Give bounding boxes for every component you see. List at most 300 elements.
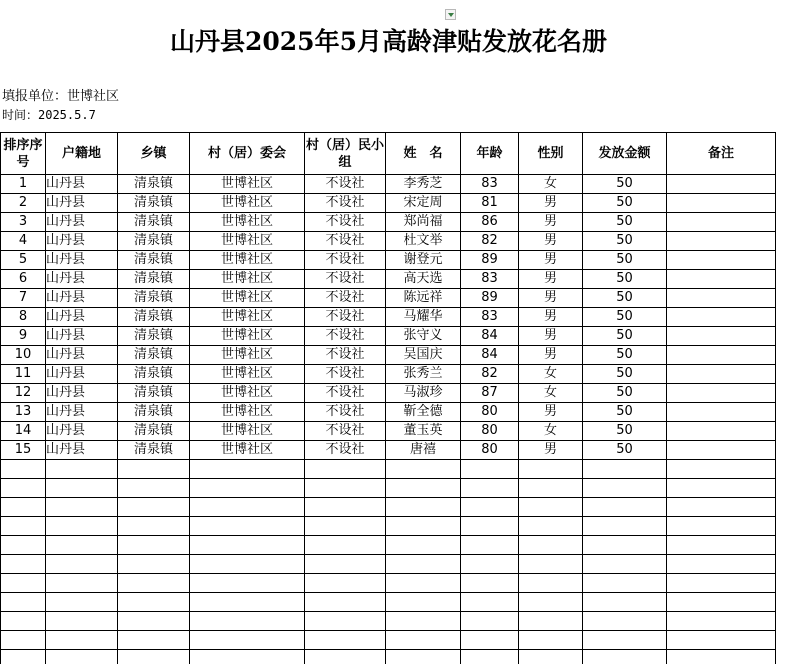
cell-amount[interactable]: 50 bbox=[583, 441, 667, 460]
cell-note[interactable] bbox=[667, 251, 776, 270]
table-row bbox=[1, 403, 776, 422]
empty-cell[interactable] bbox=[118, 631, 190, 650]
cell-name[interactable]: 谢登元 bbox=[386, 251, 461, 270]
cell-town[interactable]: 清泉镇 bbox=[118, 422, 190, 441]
empty-cell[interactable] bbox=[583, 517, 667, 536]
cell-sex[interactable]: 男 bbox=[519, 270, 583, 289]
cell-town[interactable]: 清泉镇 bbox=[118, 365, 190, 384]
cell-note[interactable] bbox=[667, 175, 776, 194]
cell-name[interactable]: 董玉英 bbox=[386, 422, 461, 441]
empty-cell[interactable] bbox=[118, 612, 190, 631]
cell-group[interactable]: 不设社 bbox=[305, 232, 386, 251]
report-date: 时间：2025.5.7 bbox=[2, 108, 96, 122]
cell-committee[interactable]: 世博社区 bbox=[190, 441, 305, 460]
cell-sex[interactable]: 男 bbox=[519, 403, 583, 422]
cell-town[interactable]: 清泉镇 bbox=[118, 270, 190, 289]
cell-home[interactable]: 山丹县 bbox=[46, 422, 118, 441]
empty-cell[interactable] bbox=[46, 517, 118, 536]
empty-row bbox=[1, 593, 776, 612]
cell-name[interactable]: 郑尚福 bbox=[386, 213, 461, 232]
empty-cell[interactable] bbox=[190, 498, 305, 517]
cell-name[interactable]: 陈远祥 bbox=[386, 289, 461, 308]
empty-cell[interactable] bbox=[519, 593, 583, 612]
cell-group[interactable]: 不设社 bbox=[305, 175, 386, 194]
empty-cell[interactable] bbox=[46, 460, 118, 479]
empty-cell[interactable] bbox=[667, 460, 776, 479]
empty-cell[interactable] bbox=[118, 479, 190, 498]
cell-no[interactable]: 10 bbox=[1, 346, 46, 365]
empty-cell[interactable] bbox=[305, 460, 386, 479]
empty-cell[interactable] bbox=[519, 650, 583, 665]
empty-cell[interactable] bbox=[583, 650, 667, 665]
table-row bbox=[1, 327, 776, 346]
cell-no[interactable]: 6 bbox=[1, 270, 46, 289]
cell-committee[interactable]: 世博社区 bbox=[190, 270, 305, 289]
empty-cell[interactable] bbox=[46, 593, 118, 612]
cell-name[interactable]: 杜文举 bbox=[386, 232, 461, 251]
empty-cell[interactable] bbox=[583, 555, 667, 574]
empty-cell[interactable] bbox=[305, 574, 386, 593]
cell-committee[interactable]: 世博社区 bbox=[190, 384, 305, 403]
cell-committee[interactable]: 世博社区 bbox=[190, 175, 305, 194]
table-row bbox=[1, 289, 776, 308]
empty-cell[interactable] bbox=[46, 631, 118, 650]
empty-cell[interactable] bbox=[118, 498, 190, 517]
empty-cell[interactable] bbox=[461, 517, 519, 536]
cell-group[interactable]: 不设社 bbox=[305, 403, 386, 422]
cell-age[interactable]: 80 bbox=[461, 403, 519, 422]
cell-sex[interactable]: 男 bbox=[519, 289, 583, 308]
cell-no[interactable]: 7 bbox=[1, 289, 46, 308]
table-row bbox=[1, 384, 776, 403]
header-row bbox=[1, 133, 776, 175]
cell-sex[interactable]: 男 bbox=[519, 441, 583, 460]
empty-cell[interactable] bbox=[305, 555, 386, 574]
empty-cell[interactable] bbox=[519, 498, 583, 517]
cell-note[interactable] bbox=[667, 289, 776, 308]
empty-cell[interactable] bbox=[305, 517, 386, 536]
empty-cell[interactable] bbox=[583, 460, 667, 479]
cell-committee[interactable]: 世博社区 bbox=[190, 251, 305, 270]
empty-cell[interactable] bbox=[118, 517, 190, 536]
empty-cell[interactable] bbox=[583, 593, 667, 612]
empty-cell[interactable] bbox=[461, 479, 519, 498]
cell-name[interactable]: 张秀兰 bbox=[386, 365, 461, 384]
header-cell-home[interactable]: 户籍地 bbox=[46, 133, 118, 175]
empty-row bbox=[1, 574, 776, 593]
empty-cell[interactable] bbox=[461, 555, 519, 574]
cell-age[interactable]: 82 bbox=[461, 232, 519, 251]
header-cell-sex[interactable]: 性别 bbox=[519, 133, 583, 175]
cell-sex[interactable]: 男 bbox=[519, 308, 583, 327]
empty-row bbox=[1, 498, 776, 517]
cell-group[interactable]: 不设社 bbox=[305, 384, 386, 403]
cell-name[interactable]: 李秀芝 bbox=[386, 175, 461, 194]
cell-group[interactable]: 不设社 bbox=[305, 365, 386, 384]
empty-cell[interactable] bbox=[46, 498, 118, 517]
cell-amount[interactable]: 50 bbox=[583, 327, 667, 346]
empty-row bbox=[1, 555, 776, 574]
empty-cell[interactable] bbox=[386, 479, 461, 498]
cell-group[interactable]: 不设社 bbox=[305, 441, 386, 460]
table-row bbox=[1, 270, 776, 289]
cell-sex[interactable]: 男 bbox=[519, 346, 583, 365]
cell-home[interactable]: 山丹县 bbox=[46, 270, 118, 289]
cell-age[interactable]: 84 bbox=[461, 346, 519, 365]
empty-cell[interactable] bbox=[118, 650, 190, 665]
empty-cell[interactable] bbox=[667, 650, 776, 665]
cell-town[interactable]: 清泉镇 bbox=[118, 384, 190, 403]
cell-home[interactable]: 山丹县 bbox=[46, 251, 118, 270]
cell-amount[interactable]: 50 bbox=[583, 232, 667, 251]
table-row bbox=[1, 346, 776, 365]
empty-cell[interactable] bbox=[386, 460, 461, 479]
empty-cell[interactable] bbox=[190, 650, 305, 665]
empty-cell[interactable] bbox=[461, 498, 519, 517]
cell-home[interactable]: 山丹县 bbox=[46, 175, 118, 194]
cell-no[interactable]: 5 bbox=[1, 251, 46, 270]
cell-town[interactable]: 清泉镇 bbox=[118, 213, 190, 232]
cell-amount[interactable]: 50 bbox=[583, 384, 667, 403]
empty-cell[interactable] bbox=[519, 536, 583, 555]
cell-name[interactable]: 马耀华 bbox=[386, 308, 461, 327]
empty-cell[interactable] bbox=[1, 593, 46, 612]
cell-no[interactable]: 1 bbox=[1, 175, 46, 194]
empty-cell[interactable] bbox=[386, 555, 461, 574]
cell-home[interactable]: 山丹县 bbox=[46, 403, 118, 422]
cell-note[interactable] bbox=[667, 308, 776, 327]
cell-name[interactable]: 宋定周 bbox=[386, 194, 461, 213]
cell-sex[interactable]: 男 bbox=[519, 251, 583, 270]
cell-amount[interactable]: 50 bbox=[583, 422, 667, 441]
empty-cell[interactable] bbox=[46, 479, 118, 498]
cell-age[interactable]: 87 bbox=[461, 384, 519, 403]
cell-note[interactable] bbox=[667, 441, 776, 460]
empty-cell[interactable] bbox=[305, 593, 386, 612]
empty-cell[interactable] bbox=[190, 593, 305, 612]
table-row bbox=[1, 232, 776, 251]
empty-cell[interactable] bbox=[1, 460, 46, 479]
header-cell-age[interactable]: 年龄 bbox=[461, 133, 519, 175]
empty-cell[interactable] bbox=[1, 631, 46, 650]
empty-cell[interactable] bbox=[519, 574, 583, 593]
empty-cell[interactable] bbox=[386, 536, 461, 555]
empty-cell[interactable] bbox=[583, 479, 667, 498]
empty-cell[interactable] bbox=[1, 536, 46, 555]
cell-note[interactable] bbox=[667, 213, 776, 232]
cell-note[interactable] bbox=[667, 384, 776, 403]
empty-cell[interactable] bbox=[667, 517, 776, 536]
cell-group[interactable]: 不设社 bbox=[305, 327, 386, 346]
empty-cell[interactable] bbox=[461, 650, 519, 665]
empty-cell[interactable] bbox=[118, 460, 190, 479]
cell-no[interactable]: 11 bbox=[1, 365, 46, 384]
cell-age[interactable]: 84 bbox=[461, 327, 519, 346]
cell-amount[interactable]: 50 bbox=[583, 403, 667, 422]
cell-committee[interactable]: 世博社区 bbox=[190, 422, 305, 441]
empty-cell[interactable] bbox=[583, 536, 667, 555]
table-row bbox=[1, 194, 776, 213]
empty-cell[interactable] bbox=[46, 612, 118, 631]
cell-group[interactable]: 不设社 bbox=[305, 308, 386, 327]
empty-cell[interactable] bbox=[46, 536, 118, 555]
cell-note[interactable] bbox=[667, 232, 776, 251]
cell-name[interactable]: 吴国庆 bbox=[386, 346, 461, 365]
empty-row bbox=[1, 631, 776, 650]
cell-committee[interactable]: 世博社区 bbox=[190, 289, 305, 308]
table-row bbox=[1, 308, 776, 327]
cell-committee[interactable]: 世博社区 bbox=[190, 194, 305, 213]
cell-no[interactable]: 13 bbox=[1, 403, 46, 422]
empty-cell[interactable] bbox=[1, 479, 46, 498]
sheet-title: 山丹县2025年5月高龄津贴发放花名册 bbox=[170, 27, 607, 56]
cell-home[interactable]: 山丹县 bbox=[46, 365, 118, 384]
cell-age[interactable]: 82 bbox=[461, 365, 519, 384]
cell-note[interactable] bbox=[667, 327, 776, 346]
empty-cell[interactable] bbox=[667, 555, 776, 574]
empty-cell[interactable] bbox=[583, 631, 667, 650]
header-cell-name[interactable]: 姓 名 bbox=[386, 133, 461, 175]
empty-cell[interactable] bbox=[667, 574, 776, 593]
cell-committee[interactable]: 世博社区 bbox=[190, 403, 305, 422]
empty-cell[interactable] bbox=[461, 593, 519, 612]
cell-no[interactable]: 15 bbox=[1, 441, 46, 460]
cell-sex[interactable]: 女 bbox=[519, 175, 583, 194]
cell-sex[interactable]: 男 bbox=[519, 213, 583, 232]
cell-committee[interactable]: 世博社区 bbox=[190, 308, 305, 327]
cell-town[interactable]: 清泉镇 bbox=[118, 175, 190, 194]
cell-town[interactable]: 清泉镇 bbox=[118, 441, 190, 460]
cell-home[interactable]: 山丹县 bbox=[46, 327, 118, 346]
empty-cell[interactable] bbox=[667, 593, 776, 612]
empty-cell[interactable] bbox=[461, 460, 519, 479]
cell-age[interactable]: 89 bbox=[461, 289, 519, 308]
empty-cell[interactable] bbox=[190, 612, 305, 631]
empty-cell[interactable] bbox=[386, 593, 461, 612]
empty-cell[interactable] bbox=[386, 517, 461, 536]
empty-cell[interactable] bbox=[1, 555, 46, 574]
empty-cell[interactable] bbox=[519, 517, 583, 536]
cell-home[interactable]: 山丹县 bbox=[46, 289, 118, 308]
header-cell-note[interactable]: 备注 bbox=[667, 133, 776, 175]
cell-note[interactable] bbox=[667, 422, 776, 441]
cell-town[interactable]: 清泉镇 bbox=[118, 327, 190, 346]
empty-cell[interactable] bbox=[519, 612, 583, 631]
empty-cell[interactable] bbox=[190, 517, 305, 536]
empty-cell[interactable] bbox=[118, 536, 190, 555]
empty-cell[interactable] bbox=[305, 498, 386, 517]
cell-no[interactable]: 9 bbox=[1, 327, 46, 346]
cell-group[interactable]: 不设社 bbox=[305, 194, 386, 213]
table-row bbox=[1, 441, 776, 460]
cell-name[interactable]: 靳全德 bbox=[386, 403, 461, 422]
empty-cell[interactable] bbox=[386, 574, 461, 593]
cell-amount[interactable]: 50 bbox=[583, 289, 667, 308]
cell-age[interactable]: 89 bbox=[461, 251, 519, 270]
table-row bbox=[1, 365, 776, 384]
empty-cell[interactable] bbox=[519, 555, 583, 574]
empty-cell[interactable] bbox=[1, 574, 46, 593]
table-row bbox=[1, 251, 776, 270]
empty-cell[interactable] bbox=[46, 650, 118, 665]
empty-cell[interactable] bbox=[667, 612, 776, 631]
empty-cell[interactable] bbox=[461, 612, 519, 631]
cell-amount[interactable]: 50 bbox=[583, 194, 667, 213]
cell-group[interactable]: 不设社 bbox=[305, 422, 386, 441]
cell-sex[interactable]: 女 bbox=[519, 365, 583, 384]
filter-dropdown-icon[interactable] bbox=[445, 9, 456, 20]
header-cell-amount[interactable]: 发放金额 bbox=[583, 133, 667, 175]
cell-sex[interactable]: 女 bbox=[519, 384, 583, 403]
cell-age[interactable]: 83 bbox=[461, 175, 519, 194]
header-cell-committee[interactable]: 村（居）委会 bbox=[190, 133, 305, 175]
cell-age[interactable]: 83 bbox=[461, 308, 519, 327]
empty-cell[interactable] bbox=[386, 650, 461, 665]
empty-row bbox=[1, 612, 776, 631]
cell-amount[interactable]: 50 bbox=[583, 213, 667, 232]
empty-row bbox=[1, 536, 776, 555]
cell-age[interactable]: 80 bbox=[461, 422, 519, 441]
empty-cell[interactable] bbox=[461, 536, 519, 555]
empty-cell[interactable] bbox=[519, 631, 583, 650]
cell-group[interactable]: 不设社 bbox=[305, 270, 386, 289]
empty-cell[interactable] bbox=[667, 498, 776, 517]
cell-age[interactable]: 80 bbox=[461, 441, 519, 460]
cell-home[interactable]: 山丹县 bbox=[46, 232, 118, 251]
empty-cell[interactable] bbox=[190, 555, 305, 574]
cell-note[interactable] bbox=[667, 346, 776, 365]
empty-cell[interactable] bbox=[190, 536, 305, 555]
cell-name[interactable]: 张守义 bbox=[386, 327, 461, 346]
empty-cell[interactable] bbox=[118, 593, 190, 612]
cell-town[interactable]: 清泉镇 bbox=[118, 289, 190, 308]
cell-group[interactable]: 不设社 bbox=[305, 346, 386, 365]
header-cell-town[interactable]: 乡镇 bbox=[118, 133, 190, 175]
empty-cell[interactable] bbox=[667, 479, 776, 498]
cell-committee[interactable]: 世博社区 bbox=[190, 365, 305, 384]
empty-cell[interactable] bbox=[190, 574, 305, 593]
cell-amount[interactable]: 50 bbox=[583, 251, 667, 270]
empty-cell[interactable] bbox=[118, 555, 190, 574]
cell-home[interactable]: 山丹县 bbox=[46, 441, 118, 460]
cell-home[interactable]: 山丹县 bbox=[46, 346, 118, 365]
cell-name[interactable]: 高天选 bbox=[386, 270, 461, 289]
cell-note[interactable] bbox=[667, 365, 776, 384]
cell-amount[interactable]: 50 bbox=[583, 346, 667, 365]
cell-committee[interactable]: 世博社区 bbox=[190, 327, 305, 346]
empty-cell[interactable] bbox=[46, 574, 118, 593]
empty-cell[interactable] bbox=[190, 460, 305, 479]
cell-age[interactable]: 86 bbox=[461, 213, 519, 232]
cell-committee[interactable]: 世博社区 bbox=[190, 232, 305, 251]
table-row bbox=[1, 422, 776, 441]
cell-sex[interactable]: 男 bbox=[519, 232, 583, 251]
empty-cell[interactable] bbox=[461, 631, 519, 650]
cell-group[interactable]: 不设社 bbox=[305, 251, 386, 270]
empty-cell[interactable] bbox=[386, 631, 461, 650]
cell-no[interactable]: 4 bbox=[1, 232, 46, 251]
empty-cell[interactable] bbox=[461, 574, 519, 593]
cell-no[interactable]: 3 bbox=[1, 213, 46, 232]
empty-cell[interactable] bbox=[305, 650, 386, 665]
cell-town[interactable]: 清泉镇 bbox=[118, 308, 190, 327]
empty-cell[interactable] bbox=[118, 574, 190, 593]
cell-home[interactable]: 山丹县 bbox=[46, 194, 118, 213]
cell-home[interactable]: 山丹县 bbox=[46, 384, 118, 403]
cell-sex[interactable]: 女 bbox=[519, 422, 583, 441]
cell-home[interactable]: 山丹县 bbox=[46, 213, 118, 232]
cell-no[interactable]: 2 bbox=[1, 194, 46, 213]
cell-no[interactable]: 14 bbox=[1, 422, 46, 441]
cell-group[interactable]: 不设社 bbox=[305, 213, 386, 232]
cell-age[interactable]: 83 bbox=[461, 270, 519, 289]
cell-sex[interactable]: 男 bbox=[519, 194, 583, 213]
empty-row bbox=[1, 479, 776, 498]
cell-amount[interactable]: 50 bbox=[583, 175, 667, 194]
empty-cell[interactable] bbox=[46, 555, 118, 574]
empty-cell[interactable] bbox=[667, 631, 776, 650]
cell-committee[interactable]: 世博社区 bbox=[190, 213, 305, 232]
cell-age[interactable]: 81 bbox=[461, 194, 519, 213]
table-row bbox=[1, 175, 776, 194]
empty-cell[interactable] bbox=[386, 612, 461, 631]
cell-home[interactable]: 山丹县 bbox=[46, 308, 118, 327]
cell-amount[interactable]: 50 bbox=[583, 308, 667, 327]
cell-name[interactable]: 马淑珍 bbox=[386, 384, 461, 403]
cell-town[interactable]: 清泉镇 bbox=[118, 232, 190, 251]
empty-cell[interactable] bbox=[190, 479, 305, 498]
header-cell-no[interactable]: 排序序号 bbox=[1, 133, 46, 175]
cell-note[interactable] bbox=[667, 194, 776, 213]
cell-town[interactable]: 清泉镇 bbox=[118, 346, 190, 365]
empty-cell[interactable] bbox=[190, 631, 305, 650]
cell-no[interactable]: 8 bbox=[1, 308, 46, 327]
empty-cell[interactable] bbox=[519, 479, 583, 498]
cell-group[interactable]: 不设社 bbox=[305, 289, 386, 308]
cell-sex[interactable]: 男 bbox=[519, 327, 583, 346]
cell-note[interactable] bbox=[667, 270, 776, 289]
subsidy-roster-table bbox=[0, 132, 776, 664]
cell-amount[interactable]: 50 bbox=[583, 270, 667, 289]
cell-town[interactable]: 清泉镇 bbox=[118, 251, 190, 270]
empty-cell[interactable] bbox=[519, 460, 583, 479]
empty-cell[interactable] bbox=[1, 612, 46, 631]
empty-cell[interactable] bbox=[305, 612, 386, 631]
empty-cell[interactable] bbox=[386, 498, 461, 517]
cell-no[interactable]: 12 bbox=[1, 384, 46, 403]
cell-town[interactable]: 清泉镇 bbox=[118, 194, 190, 213]
empty-row bbox=[1, 517, 776, 536]
cell-note[interactable] bbox=[667, 403, 776, 422]
empty-cell[interactable] bbox=[1, 517, 46, 536]
cell-name[interactable]: 唐禧 bbox=[386, 441, 461, 460]
reporting-unit: 填报单位：世博社区 bbox=[2, 89, 120, 104]
empty-cell[interactable] bbox=[667, 536, 776, 555]
empty-cell[interactable] bbox=[583, 498, 667, 517]
empty-row bbox=[1, 460, 776, 479]
empty-cell[interactable] bbox=[305, 631, 386, 650]
empty-cell[interactable] bbox=[583, 612, 667, 631]
empty-cell[interactable] bbox=[305, 479, 386, 498]
cell-town[interactable]: 清泉镇 bbox=[118, 403, 190, 422]
cell-committee[interactable]: 世博社区 bbox=[190, 346, 305, 365]
empty-cell[interactable] bbox=[1, 498, 46, 517]
empty-cell[interactable] bbox=[583, 574, 667, 593]
header-cell-group[interactable]: 村（居）民小组 bbox=[305, 133, 386, 175]
empty-cell[interactable] bbox=[305, 536, 386, 555]
empty-cell[interactable] bbox=[1, 650, 46, 665]
cell-amount[interactable]: 50 bbox=[583, 365, 667, 384]
